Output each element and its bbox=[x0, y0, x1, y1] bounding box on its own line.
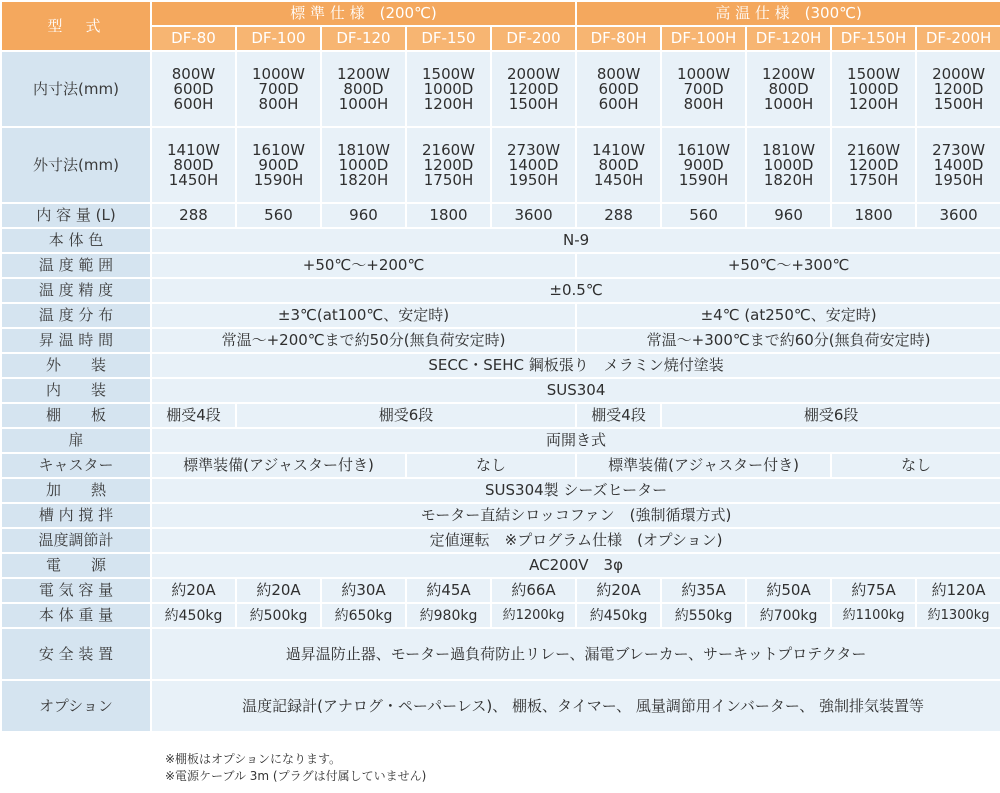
temp-precision-label: 温 度 精 度 bbox=[2, 279, 150, 302]
capacity-cell: 288 bbox=[577, 204, 660, 227]
capacity-cell: 560 bbox=[662, 204, 745, 227]
options-value: 温度記録計(アナログ・ペーパーレス)、 棚板、タイマー、 風量調節用インバーター、 強制排気装置等 bbox=[152, 681, 1000, 731]
shelf-row bbox=[2, 404, 1000, 427]
capacity-cell: 1800 bbox=[407, 204, 490, 227]
weight-label: 本 体 重 量 bbox=[2, 604, 150, 627]
interior-row bbox=[2, 379, 1000, 402]
safety-row bbox=[2, 629, 1000, 679]
capacity-label: 内 容 量 (L) bbox=[2, 204, 150, 227]
temp-range-high: +50℃〜+300℃ bbox=[577, 254, 1000, 277]
door-row bbox=[2, 429, 1000, 452]
inner-dims-label: 内寸法(mm) bbox=[2, 52, 150, 126]
power-row bbox=[2, 554, 1000, 577]
outer-dims-row bbox=[2, 128, 1000, 202]
inner-dims-cell: 1200W 800D 1000H bbox=[747, 52, 830, 126]
caster-std-b: なし bbox=[407, 454, 575, 477]
temp-range-row bbox=[2, 254, 1000, 277]
heat-time-std: 常温〜+200℃まで約50分(無負荷安定時) bbox=[152, 329, 575, 352]
shelf-label: 棚 板 bbox=[2, 404, 150, 427]
weight-cell: 約500kg bbox=[237, 604, 320, 627]
inner-dims-cell: 1000W 700D 800H bbox=[662, 52, 745, 126]
weight-cell: 約450kg bbox=[577, 604, 660, 627]
capacity-cell: 960 bbox=[747, 204, 830, 227]
heater-label: 加 熱 bbox=[2, 479, 150, 502]
model-cell: DF-150H bbox=[832, 27, 915, 50]
temp-range-std: +50℃〜+200℃ bbox=[152, 254, 575, 277]
model-cell: DF-100H bbox=[662, 27, 745, 50]
outer-dims-cell: 1810W 1000D 1820H bbox=[747, 128, 830, 202]
model-cell: DF-120 bbox=[322, 27, 405, 50]
footnotes bbox=[165, 751, 426, 785]
footnote: ※電源ケーブル 3m (プラグは付属していません) bbox=[165, 769, 427, 783]
elec-capacity-cell: 約45A bbox=[407, 579, 490, 602]
outer-dims-cell: 2160W 1200D 1750H bbox=[407, 128, 490, 202]
weight-cell: 約1200kg bbox=[492, 604, 575, 627]
door-value: 両開き式 bbox=[152, 429, 1000, 452]
caster-row bbox=[2, 454, 1000, 477]
model-cell: DF-150 bbox=[407, 27, 490, 50]
interior-label: 内 装 bbox=[2, 379, 150, 402]
model-cell: DF-100 bbox=[237, 27, 320, 50]
shelf-std-small: 棚受4段 bbox=[152, 404, 235, 427]
elec-capacity-cell: 約75A bbox=[832, 579, 915, 602]
inner-dims-cell: 2000W 1200D 1500H bbox=[917, 52, 1000, 126]
heater-value: SUS304製 シーズヒーター bbox=[152, 479, 1000, 502]
weight-cell: 約1300kg bbox=[917, 604, 1000, 627]
elec-capacity-label: 電 気 容 量 bbox=[2, 579, 150, 602]
model-cell: DF-200 bbox=[492, 27, 575, 50]
inner-dims-cell: 2000W 1200D 1500H bbox=[492, 52, 575, 126]
outer-dims-cell: 1810W 1000D 1820H bbox=[322, 128, 405, 202]
temp-dist-row bbox=[2, 304, 1000, 327]
elec-capacity-cell: 約30A bbox=[322, 579, 405, 602]
capacity-cell: 560 bbox=[237, 204, 320, 227]
body-color-row bbox=[2, 229, 1000, 252]
exterior-row bbox=[2, 354, 1000, 377]
door-label: 扉 bbox=[2, 429, 150, 452]
elec-capacity-cell: 約20A bbox=[152, 579, 235, 602]
safety-label: 安 全 装 置 bbox=[2, 629, 150, 679]
temp-dist-std: ±3℃(at100℃、安定時) bbox=[152, 304, 575, 327]
outer-dims-cell: 1610W 900D 1590H bbox=[237, 128, 320, 202]
shelf-std-large: 棚受6段 bbox=[237, 404, 575, 427]
model-cell: DF-80 bbox=[152, 27, 235, 50]
heat-time-high: 常温〜+300℃まで約60分(無負荷安定時) bbox=[577, 329, 1000, 352]
elec-capacity-cell: 約20A bbox=[577, 579, 660, 602]
heat-time-label: 昇 温 時 間 bbox=[2, 329, 150, 352]
weight-row bbox=[2, 604, 1000, 627]
controller-value: 定値運転 ※プログラム仕様 (オプション) bbox=[152, 529, 1000, 552]
shelf-high-small: 棚受4段 bbox=[577, 404, 660, 427]
outer-dims-cell: 1610W 900D 1590H bbox=[662, 128, 745, 202]
model-cell: DF-200H bbox=[917, 27, 1000, 50]
caster-high-b: なし bbox=[832, 454, 1000, 477]
inner-dims-cell: 1200W 800D 1000H bbox=[322, 52, 405, 126]
stirring-row bbox=[2, 504, 1000, 527]
capacity-cell: 3600 bbox=[492, 204, 575, 227]
outer-dims-cell: 2730W 1400D 1950H bbox=[492, 128, 575, 202]
safety-value: 過昇温防止器、モーター過負荷防止リレー、漏電ブレーカー、サーキットプロテクター bbox=[152, 629, 1000, 679]
stirring-value: モーター直結シロッコファン (強制循環方式) bbox=[152, 504, 1000, 527]
capacity-cell: 288 bbox=[152, 204, 235, 227]
weight-cell: 約450kg bbox=[152, 604, 235, 627]
power-value: AC200V 3φ bbox=[152, 554, 1000, 577]
outer-dims-cell: 2160W 1200D 1750H bbox=[832, 128, 915, 202]
shelf-high-large: 棚受6段 bbox=[662, 404, 1000, 427]
outer-dims-label: 外寸法(mm) bbox=[2, 128, 150, 202]
elec-capacity-cell: 約20A bbox=[237, 579, 320, 602]
elec-capacity-cell: 約50A bbox=[747, 579, 830, 602]
inner-dims-cell: 1500W 1000D 1200H bbox=[407, 52, 490, 126]
capacity-row bbox=[2, 204, 1000, 227]
stirring-label: 槽 内 撹 拌 bbox=[2, 504, 150, 527]
temp-precision-row bbox=[2, 279, 1000, 302]
exterior-label: 外 装 bbox=[2, 354, 150, 377]
weight-cell: 約550kg bbox=[662, 604, 745, 627]
inner-dims-row bbox=[2, 52, 1000, 126]
caster-std-a: 標準装備(アジャスター付き) bbox=[152, 454, 405, 477]
interior-value: SUS304 bbox=[152, 379, 1000, 402]
model-cell: DF-120H bbox=[747, 27, 830, 50]
power-label: 電 源 bbox=[2, 554, 150, 577]
model-row bbox=[2, 27, 1000, 50]
heater-row bbox=[2, 479, 1000, 502]
header-group-row bbox=[2, 2, 1000, 25]
caster-label: キャスター bbox=[2, 454, 150, 477]
exterior-value: SECC・SEHC 鋼板張り メラミン焼付塗装 bbox=[152, 354, 1000, 377]
elec-capacity-row bbox=[2, 579, 1000, 602]
inner-dims-cell: 1500W 1000D 1200H bbox=[832, 52, 915, 126]
weight-cell: 約1100kg bbox=[832, 604, 915, 627]
controller-label: 温度調節計 bbox=[2, 529, 150, 552]
inner-dims-cell: 800W 600D 600H bbox=[152, 52, 235, 126]
controller-row bbox=[2, 529, 1000, 552]
temp-range-label: 温 度 範 囲 bbox=[2, 254, 150, 277]
outer-dims-cell: 2730W 1400D 1950H bbox=[917, 128, 1000, 202]
options-row bbox=[2, 681, 1000, 731]
elec-capacity-cell: 約120A bbox=[917, 579, 1000, 602]
footnote: ※棚板はオプションになります。 bbox=[165, 752, 342, 766]
body-color-label: 本 体 色 bbox=[2, 229, 150, 252]
outer-dims-cell: 1410W 800D 1450H bbox=[152, 128, 235, 202]
weight-cell: 約700kg bbox=[747, 604, 830, 627]
elec-capacity-cell: 約66A bbox=[492, 579, 575, 602]
temp-dist-high: ±4℃ (at250℃、安定時) bbox=[577, 304, 1000, 327]
inner-dims-cell: 1000W 700D 800H bbox=[237, 52, 320, 126]
standard-spec-header: 標 準 仕 様 (200℃) bbox=[152, 2, 575, 25]
heat-time-row bbox=[2, 329, 1000, 352]
high-temp-spec-header: 高 温 仕 様 (300℃) bbox=[577, 2, 1000, 25]
outer-dims-cell: 1410W 800D 1450H bbox=[577, 128, 660, 202]
capacity-cell: 960 bbox=[322, 204, 405, 227]
capacity-cell: 3600 bbox=[917, 204, 1000, 227]
caster-high-a: 標準装備(アジャスター付き) bbox=[577, 454, 830, 477]
options-label: オプション bbox=[2, 681, 150, 731]
weight-cell: 約650kg bbox=[322, 604, 405, 627]
model-cell: DF-80H bbox=[577, 27, 660, 50]
body-color-value: N-9 bbox=[152, 229, 1000, 252]
weight-cell: 約980kg bbox=[407, 604, 490, 627]
type-header: 型 式 bbox=[2, 2, 150, 50]
temp-precision-value: ±0.5℃ bbox=[152, 279, 1000, 302]
temp-dist-label: 温 度 分 布 bbox=[2, 304, 150, 327]
inner-dims-cell: 800W 600D 600H bbox=[577, 52, 660, 126]
capacity-cell: 1800 bbox=[832, 204, 915, 227]
elec-capacity-cell: 約35A bbox=[662, 579, 745, 602]
